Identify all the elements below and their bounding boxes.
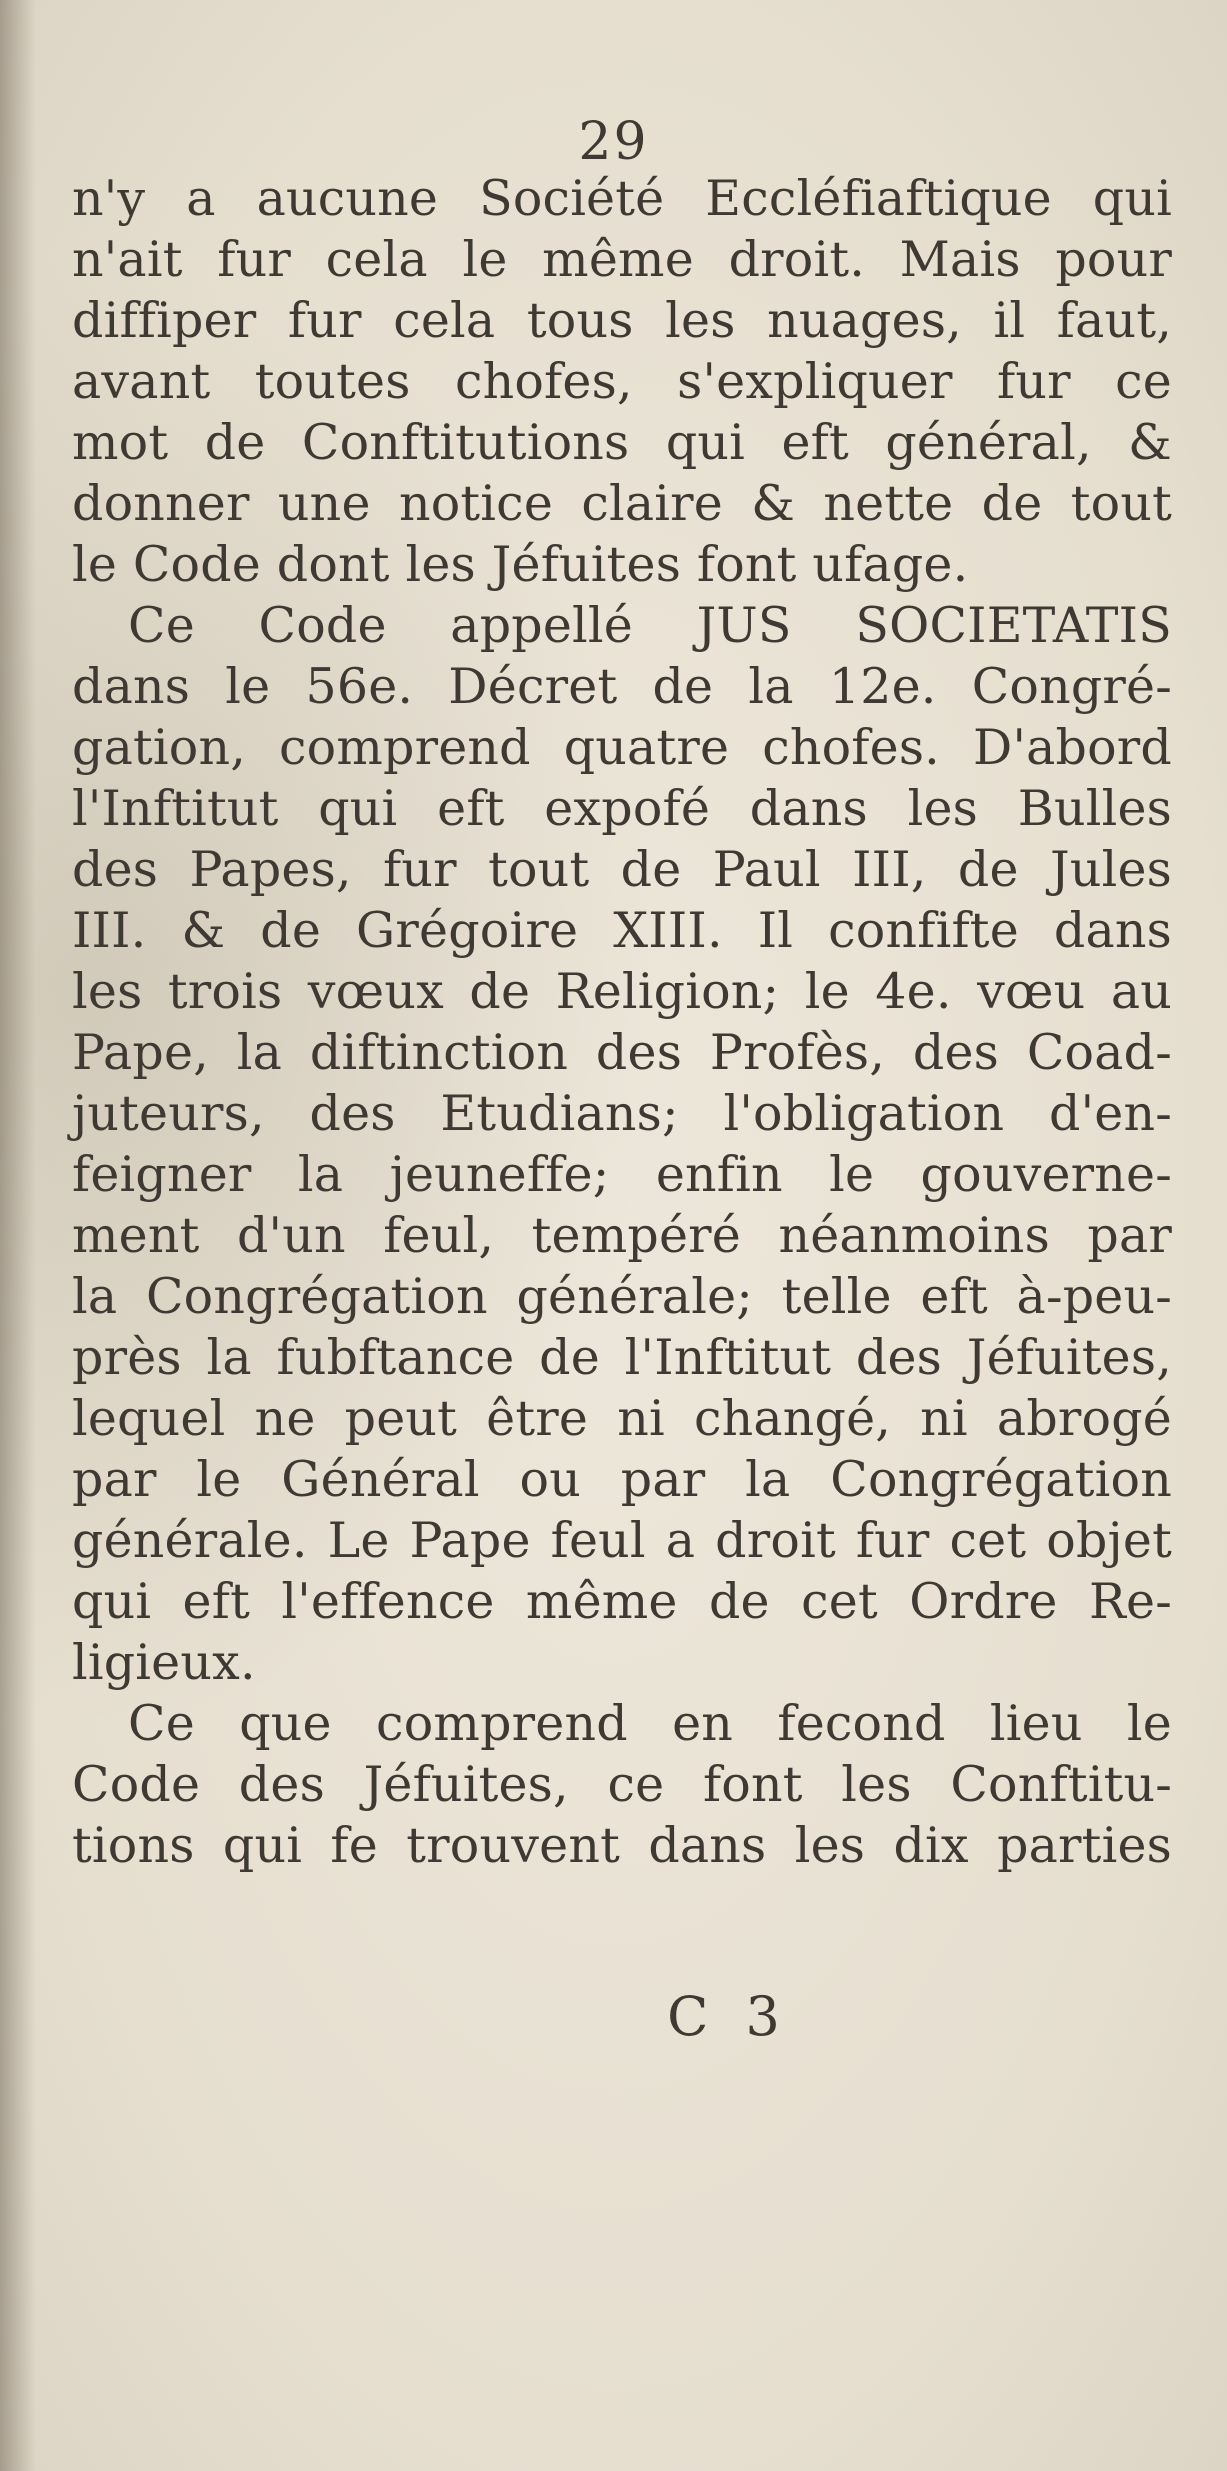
- text-line: mot de Conftitutions qui eft général, &: [72, 414, 1172, 471]
- text-line: près la fubftance de l'Inftitut des Jéfuites,: [72, 1329, 1172, 1386]
- text-line: les trois vœux de Religion; le 4e. vœu au: [72, 963, 1172, 1020]
- text-line: la Congrégation générale; telle eft à-peu-: [72, 1268, 1172, 1325]
- text-line: III. & de Grégoire XIII. Il confifte dans: [72, 902, 1172, 959]
- text-line: Pape, la diftinction des Profès, des Coad-: [72, 1024, 1172, 1081]
- text-line: diffiper fur cela tous les nuages, il faut,: [72, 292, 1172, 349]
- signature-mark: [0, 1985, 1227, 2048]
- signature-text: C 3: [667, 1985, 790, 2048]
- text-line: Ce Code appellé JUS SOCIETATIS: [128, 597, 1172, 654]
- body-text: [72, 168, 1172, 1876]
- text-line: ligieux.: [72, 1634, 256, 1691]
- text-line: juteurs, des Etudians; l'obligation d'en-: [72, 1085, 1172, 1142]
- gutter-shadow: [0, 0, 36, 2471]
- text-line: n'y a aucune Société Eccléfiaftique qui: [72, 170, 1172, 227]
- text-line: dans le 56e. Décret de la 12e. Congré-: [72, 658, 1172, 715]
- text-line: ment d'un feul, tempéré néanmoins par: [72, 1207, 1172, 1264]
- text-line: n'ait fur cela le même droit. Mais pour: [72, 231, 1172, 288]
- text-line: lequel ne peut être ni changé, ni abrogé: [72, 1390, 1172, 1447]
- text-line: des Papes, fur tout de Paul III, de Jules: [72, 841, 1172, 898]
- text-line: Ce que comprend en fecond lieu le: [128, 1695, 1172, 1752]
- text-line: qui eft l'effence même de cet Ordre Re-: [72, 1573, 1172, 1630]
- text-line: l'Inftitut qui eft expofé dans les Bulles: [72, 780, 1172, 837]
- text-line: donner une notice claire & nette de tout: [72, 475, 1172, 532]
- text-line: le Code dont les Jéfuites font ufage.: [72, 536, 969, 593]
- text-line: feigner la jeuneffe; enfin le gouverne-: [72, 1146, 1172, 1203]
- text-line: gation, comprend quatre chofes. D'abord: [72, 719, 1172, 776]
- text-line: Code des Jéfuites, ce font les Conftitu-: [72, 1756, 1172, 1813]
- text-line: tions qui fe trouvent dans les dix parties: [72, 1817, 1172, 1874]
- text-line: par le Général ou par la Congrégation: [72, 1451, 1172, 1508]
- text-line: avant toutes chofes, s'expliquer fur ce: [72, 353, 1172, 410]
- page-number: 29: [578, 112, 649, 172]
- text-line: générale. Le Pape feul a droit fur cet objet: [72, 1512, 1172, 1569]
